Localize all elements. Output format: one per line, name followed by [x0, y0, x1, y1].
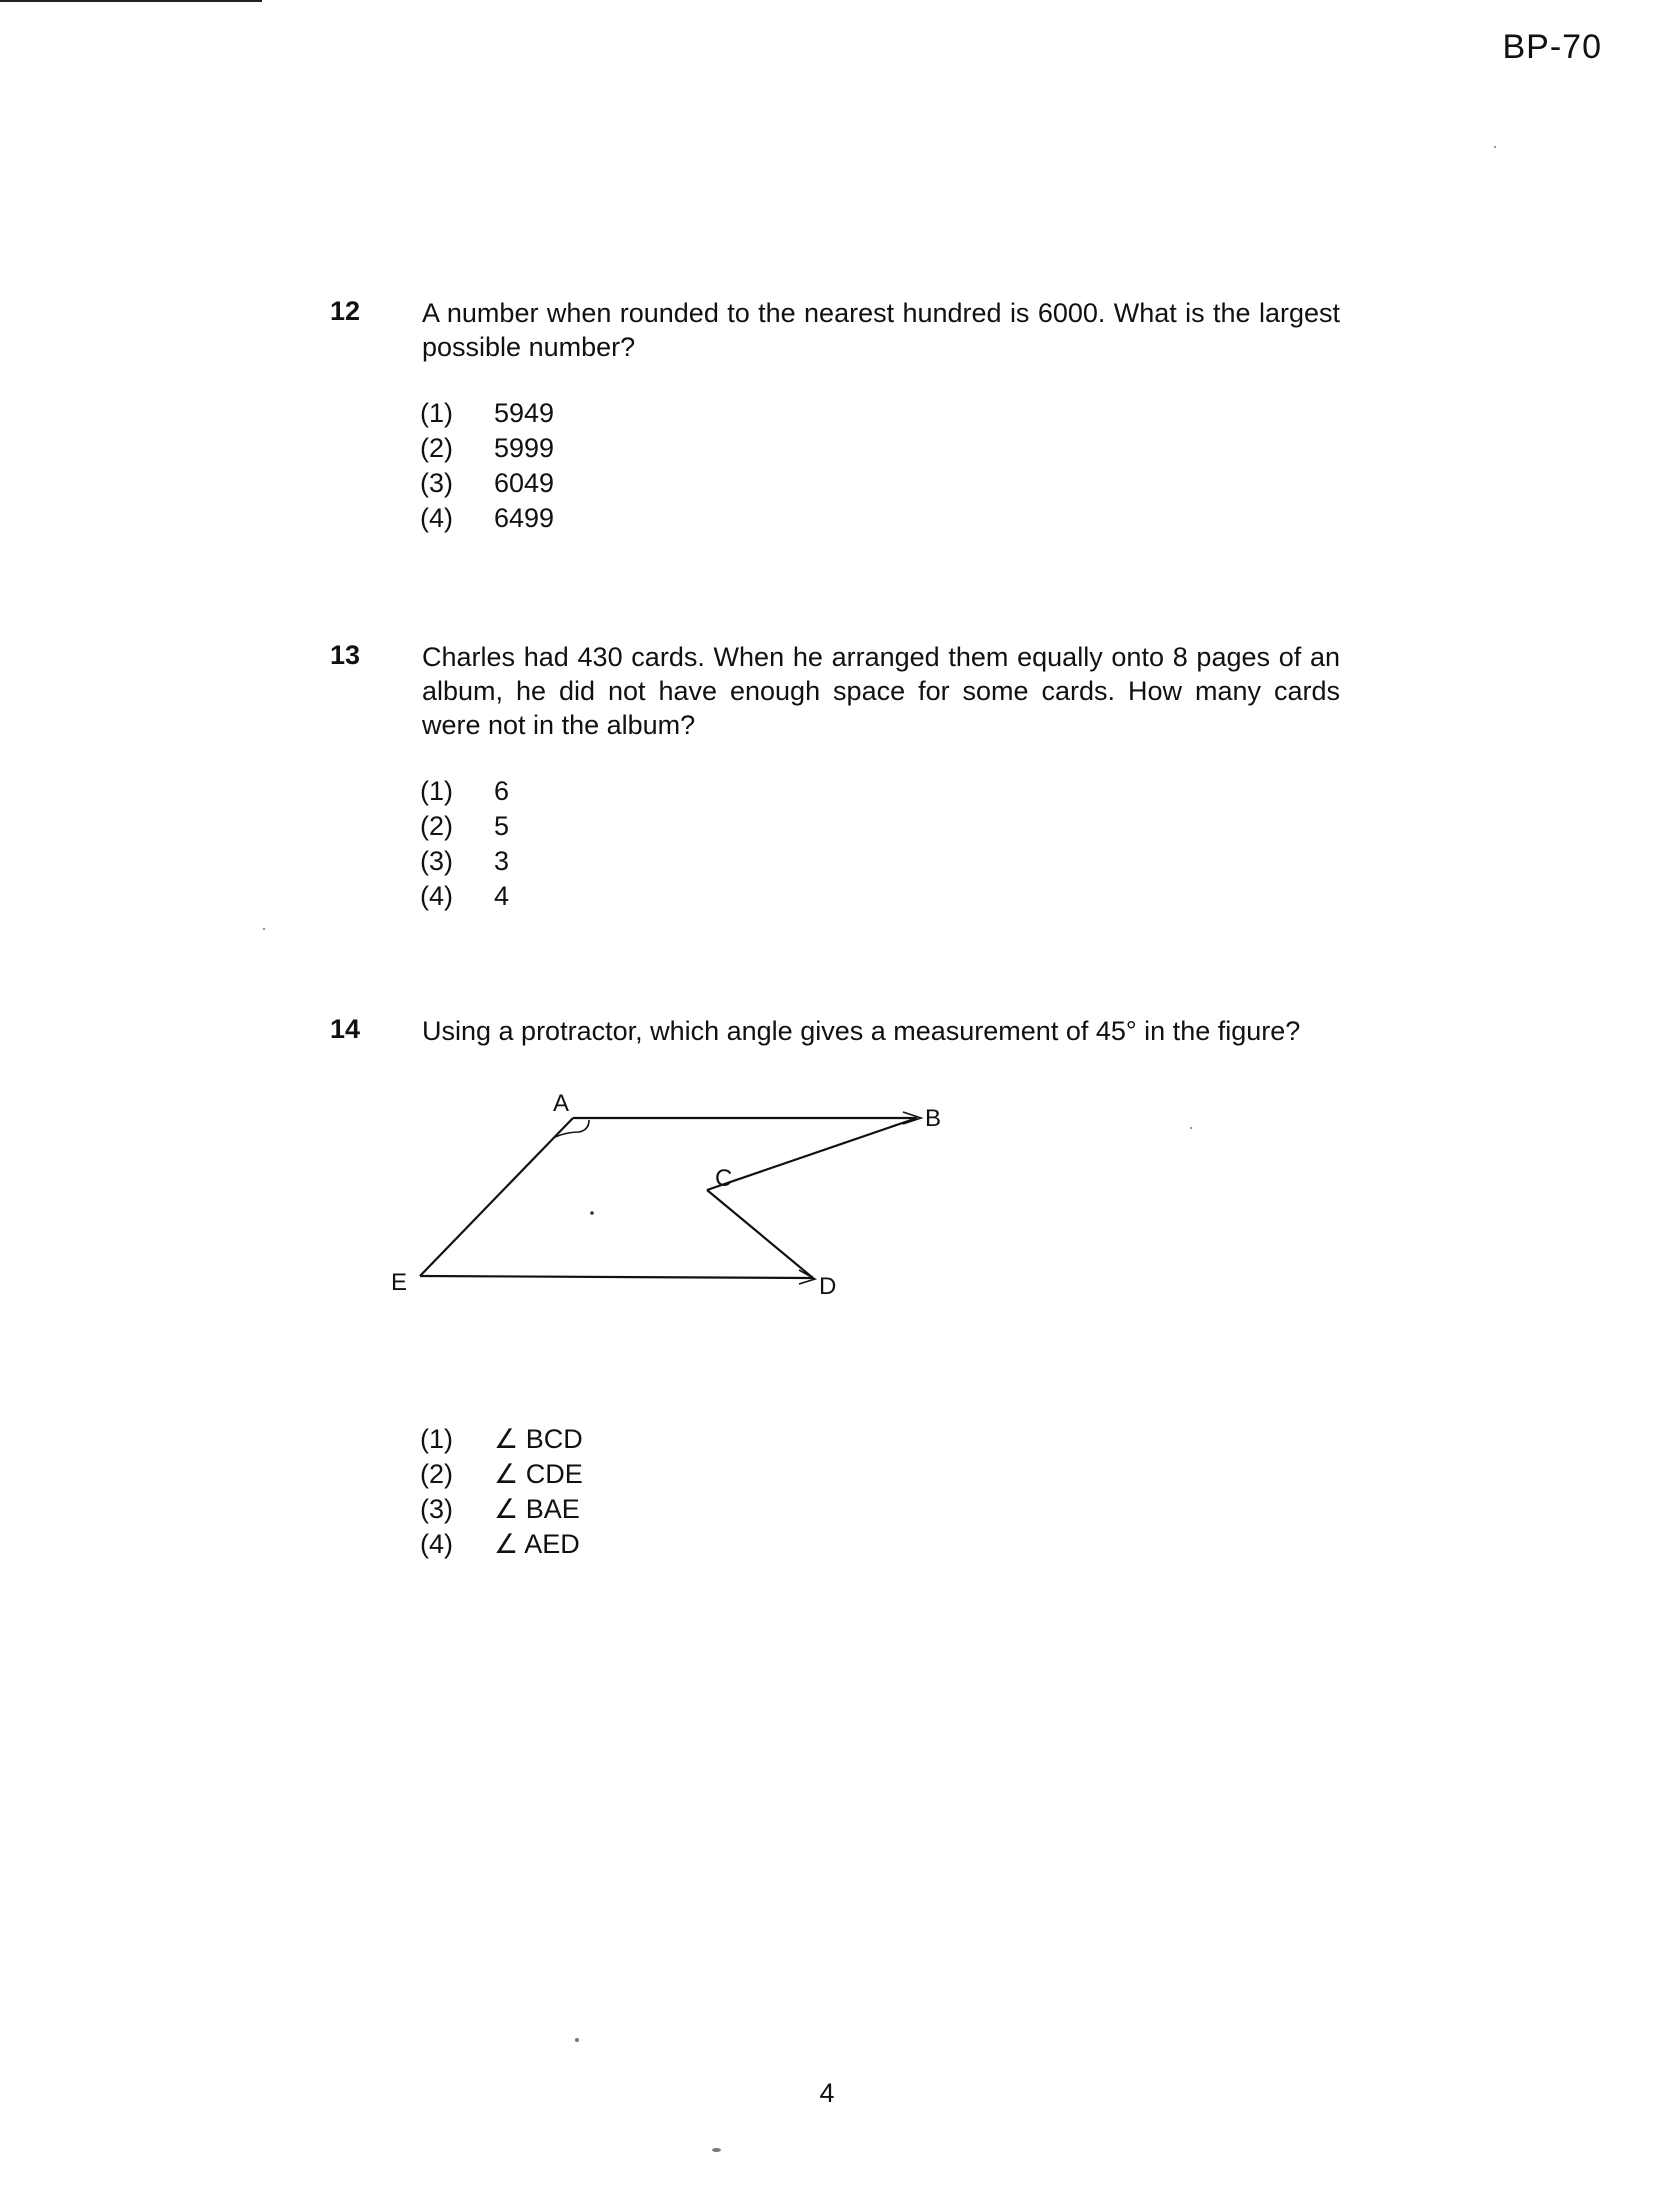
vertex-label-c: C [715, 1165, 733, 1192]
option-1[interactable] [420, 1422, 583, 1457]
option-value: ∠ BAE [494, 1494, 580, 1524]
option-4[interactable] [420, 501, 554, 536]
option-4[interactable] [420, 1527, 583, 1562]
option-value: 3 [494, 846, 510, 876]
option-value: ∠ BCD [494, 1424, 583, 1454]
option-4[interactable] [420, 879, 509, 914]
segment-bc [707, 1118, 917, 1190]
scan-speck [1494, 146, 1496, 148]
option-label: (1) [420, 1424, 453, 1454]
option-value: 5999 [494, 433, 555, 463]
vertex-label-e: E [391, 1269, 408, 1296]
scan-speck [263, 928, 265, 930]
option-3[interactable] [420, 844, 509, 879]
option-3[interactable] [420, 1492, 583, 1527]
option-value: ∠ CDE [494, 1459, 583, 1489]
options-list [420, 774, 509, 914]
segment-de [420, 1276, 813, 1278]
option-label: (1) [420, 398, 453, 428]
option-value: 5 [494, 811, 510, 841]
option-label: (4) [420, 881, 453, 911]
option-label: (1) [420, 776, 453, 806]
page-number: 4 [819, 2078, 835, 2108]
option-3[interactable] [420, 466, 554, 501]
segment-cd [707, 1190, 813, 1278]
option-value: 6499 [494, 503, 555, 533]
question-number: 13 [330, 640, 361, 670]
option-label: (4) [420, 503, 453, 533]
top-rule [0, 0, 262, 2]
segment-ea [420, 1118, 573, 1276]
option-label: (3) [420, 846, 453, 876]
question-text: Charles had 430 cards. When he arranged them equally onto 8 pages of an album, he did not have enough space for some cards. How many cards were not in the album? [422, 642, 1340, 740]
angle-mark-a [555, 1120, 589, 1137]
option-2[interactable] [420, 431, 554, 466]
option-value: 5949 [494, 398, 555, 428]
option-label: (2) [420, 1459, 453, 1489]
option-label: (4) [420, 1529, 453, 1559]
option-value: 4 [494, 881, 510, 911]
paper-code: BP-70 [1502, 28, 1602, 66]
vertex-label-a: A [553, 1090, 570, 1117]
option-value: 6 [494, 776, 510, 806]
vertex-label-d: D [819, 1273, 837, 1300]
option-label: (2) [420, 811, 453, 841]
vertex-label-b: B [925, 1105, 942, 1132]
options-list [420, 396, 554, 536]
option-2[interactable] [420, 809, 509, 844]
speck-dot [590, 1211, 594, 1215]
options-list [420, 1422, 583, 1562]
question-number: 12 [330, 296, 361, 326]
option-2[interactable] [420, 1457, 583, 1492]
option-value: 6049 [494, 468, 555, 498]
option-1[interactable] [420, 396, 554, 431]
question-number: 14 [330, 1014, 361, 1044]
option-value: ∠ AED [494, 1529, 580, 1559]
option-label: (3) [420, 468, 453, 498]
option-label: (3) [420, 1494, 453, 1524]
scan-speck [575, 2038, 579, 2042]
question-text: Using a protractor, which angle gives a measurement of 45° in the figure? [422, 1016, 1301, 1046]
angle-figure [385, 1080, 985, 1300]
scan-speck [712, 2148, 721, 2152]
scan-speck [1190, 1127, 1192, 1129]
question-text: A number when rounded to the nearest hundred is 6000. What is the largest possible number? [422, 298, 1340, 362]
option-1[interactable] [420, 774, 509, 809]
option-label: (2) [420, 433, 453, 463]
